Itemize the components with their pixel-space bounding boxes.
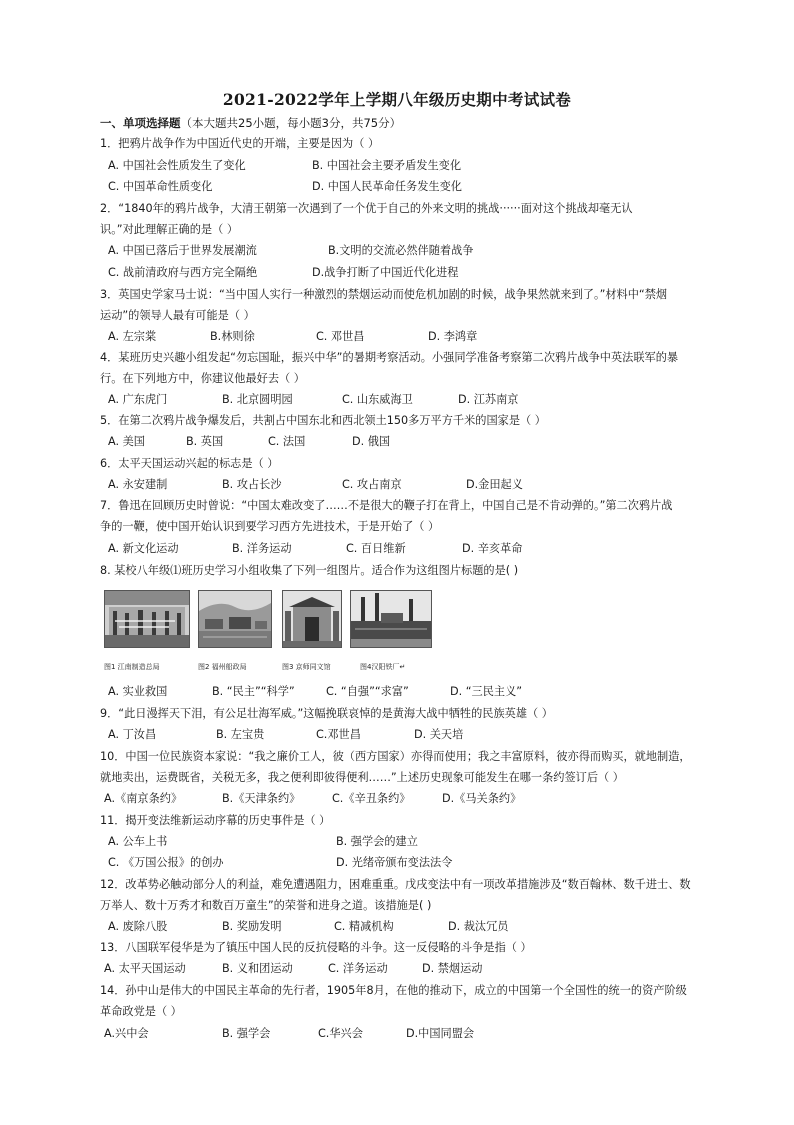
- section-heading: [100, 115, 401, 131]
- question-12-option-b: B. 奖励发明: [222, 920, 282, 933]
- question-6-stem: 6．太平天国运动兴起的标志是（ ）: [100, 457, 279, 470]
- question-12-stem-line-1: 12．改革势必触动部分人的利益，难免遭遇阻力，困难重重。戊戌变法中有一项改革措施涉及“数百翰林、数千进士、数: [100, 878, 691, 891]
- question-4-option-a: A. 广东虎门: [108, 393, 168, 406]
- question-12-stem-line-2: 万举人、数十万秀才和数百万童生”的荣誉和进身之道。该措施是( ): [100, 899, 432, 912]
- question-3-option-d: D. 李鸿章: [428, 330, 478, 343]
- question-5-option-b: B. 英国: [186, 435, 224, 448]
- question-14-option-c: C.华兴会: [318, 1027, 363, 1040]
- question-10-stem-line-2: 就地卖出，运费既省，关税无多，我之便利即彼得便利……”上述历史现象可能发生在哪一条约签订后（ ）: [100, 771, 624, 784]
- question-2-option-c: C. 战前清政府与西方完全隔绝: [108, 266, 258, 279]
- question-10-option-d: D.《马关条约》: [442, 792, 522, 805]
- question-13-option-b: B. 义和团运动: [222, 962, 293, 975]
- question-12-option-c: C. 精减机构: [334, 920, 394, 933]
- jiangnan-arsenal-photo: [104, 590, 190, 648]
- question-7-option-a: A. 新文化运动: [108, 542, 179, 555]
- question-9-stem: 9．“此日漫挥天下泪，有公足壮海军威。”这幅挽联哀悼的是黄海大战中牺牲的民族英雄（ ）: [100, 707, 553, 720]
- photo-4-caption: 图4汉阳铁厂↵: [360, 663, 406, 671]
- question-7-stem-line-2: 争的一鞭，使中国开始认识到要学习西方先进技术，于是开始了（ ）: [100, 520, 440, 533]
- question-11-option-a: A. 公车上书: [108, 835, 168, 848]
- question-6-option-a: A. 永安建制: [108, 478, 168, 491]
- tongwenguan-photo: [282, 590, 342, 648]
- hanyang-ironworks-photo: [350, 590, 432, 648]
- question-4-stem-line-1: 4．某班历史兴趣小组发起“勿忘国耻，振兴中华”的暑期考察活动。小强同学准备考察第二次鸦片战争中英法联军的暴: [100, 351, 679, 364]
- question-8-option-b: B. “民主”“科学”: [212, 685, 295, 698]
- question-13-stem: 13．八国联军侵华是为了镇压中国人民的反抗侵略的斗争。这一反侵略的斗争是指（ ）: [100, 941, 532, 954]
- question-1-option-d: D. 中国人民革命任务发生变化: [312, 180, 462, 193]
- question-10-stem-line-1: 10．中国一位民族资本家说：“我之廉价工人，彼（西方国家）亦得而使用；我之丰富原料，彼亦得而购买，就地制造，: [100, 750, 691, 763]
- question-9-option-b: B. 左宝贵: [216, 728, 265, 741]
- question-10-option-a: A.《南京条约》: [104, 792, 183, 805]
- photo-1-caption: 图1 江南制造总局: [104, 663, 160, 671]
- question-12-option-d: D. 裁汰冗员: [448, 920, 509, 933]
- question-8-option-a: A. 实业救国: [108, 685, 168, 698]
- question-6-option-d: D.金田起义: [466, 478, 523, 491]
- question-3-option-a: A. 左宗棠: [108, 330, 157, 343]
- question-14-option-a: A.兴中会: [104, 1027, 149, 1040]
- question-3-option-b: B.林则徐: [210, 330, 255, 343]
- question-13-option-a: A. 太平天国运动: [104, 962, 186, 975]
- question-14-stem-line-1: 14．孙中山是伟大的中国民主革命的先行者，1905年8月，在他的推动下，成立的中国第一个全国性的统一的资产阶级: [100, 984, 687, 997]
- question-2-stem-line-1: 2．“1840年的鸦片战争，大清王朝第一次遇到了一个优于自己的外来文明的挑战······面对这个挑战却毫无认: [100, 202, 633, 215]
- question-4-option-b: B. 北京圆明园: [222, 393, 293, 406]
- question-5-option-d: D. 俄国: [352, 435, 391, 448]
- question-3-stem-line-1: 3．英国史学家马士说：“当中国人实行一种激烈的禁烟运动而使危机加剧的时候，战争果然就来到了。”材料中“禁烟: [100, 288, 668, 301]
- question-7-option-c: C. 百日维新: [346, 542, 406, 555]
- section-title: 一、单项选择题: [100, 116, 181, 130]
- question-10-option-b: B.《天津条约》: [222, 792, 301, 805]
- question-4-option-d: D. 江苏南京: [458, 393, 519, 406]
- question-1-stem: 1．把鸦片战争作为中国近代史的开端，主要是因为（ ）: [100, 137, 380, 150]
- question-8-stem: 8. 某校八年级⑴班历史学习小组收集了下列一组图片。适合作为这组图片标题的是( ): [100, 564, 519, 577]
- question-5-option-c: C. 法国: [268, 435, 306, 448]
- exam-title: 2021-2022学年上学期八年级历史期中考试试卷: [222, 90, 572, 109]
- question-6-option-b: B. 攻占长沙: [222, 478, 282, 491]
- question-2-option-d: D.战争打断了中国近代化进程: [312, 266, 459, 279]
- question-1-option-b: B. 中国社会主要矛盾发生变化: [312, 159, 462, 172]
- question-14-option-b: B. 强学会: [222, 1027, 271, 1040]
- question-14-stem-line-2: 革命政党是（ ）: [100, 1005, 182, 1018]
- section-note: （本大题共25小题，每小题3分，共75分）: [180, 116, 402, 130]
- fuzhou-shipyard-photo: [198, 590, 272, 648]
- question-14-option-d: D.中国同盟会: [406, 1027, 475, 1040]
- question-7-stem-line-1: 7．鲁迅在回顾历史时曾说：“中国太难改变了……不是很大的鞭子打在背上，中国自己是不肯动弹的。”第二次鸦片战: [100, 499, 673, 512]
- question-3-stem-line-2: 运动”的领导人最有可能是（ ）: [100, 309, 255, 322]
- question-9-option-d: D. 关天培: [414, 728, 464, 741]
- question-5-option-a: A. 美国: [108, 435, 145, 448]
- question-11-stem: 11．揭开变法维新运动序幕的历史事件是（ ）: [100, 814, 331, 827]
- photo-3-caption: 图3 京师同文馆: [282, 663, 331, 671]
- question-11-option-c: C. 《万国公报》的创办: [108, 856, 224, 869]
- question-1-option-a: A. 中国社会性质发生了变化: [108, 159, 246, 172]
- question-12-option-a: A. 废除八股: [108, 920, 168, 933]
- question-2-option-a: A. 中国已落后于世界发展潮流: [108, 244, 257, 257]
- question-7-option-d: D. 辛亥革命: [462, 542, 523, 555]
- question-4-stem-line-2: 行。在下列地方中，你建议他最好去（ ）: [100, 372, 305, 385]
- question-10-option-c: C.《辛丑条约》: [332, 792, 411, 805]
- question-13-option-d: D. 禁烟运动: [422, 962, 483, 975]
- question-9-option-a: A. 丁汝昌: [108, 728, 157, 741]
- question-3-option-c: C. 邓世昌: [316, 330, 365, 343]
- question-2-stem-line-2: 识。”对此理解正确的是（ ）: [100, 223, 239, 236]
- question-11-option-d: D. 光绪帝颁布变法法令: [336, 856, 453, 869]
- photo-2-caption: 图2 福州船政局: [198, 663, 247, 671]
- question-6-option-c: C. 攻占南京: [342, 478, 402, 491]
- question-7-option-b: B. 洋务运动: [232, 542, 292, 555]
- question-9-option-c: C.邓世昌: [316, 728, 361, 741]
- question-1-option-c: C. 中国革命性质变化: [108, 180, 213, 193]
- question-13-option-c: C. 洋务运动: [328, 962, 388, 975]
- question-2-option-b: B.文明的交流必然伴随着战争: [328, 244, 474, 257]
- question-4-option-c: C. 山东威海卫: [342, 393, 413, 406]
- question-8-option-c: C. “自强”“求富”: [326, 685, 409, 698]
- question-5-stem: 5．在第二次鸦片战争爆发后，共割占中国东北和西北领土150多万平方千米的国家是（ ）: [100, 414, 546, 427]
- question-11-option-b: B. 强学会的建立: [336, 835, 418, 848]
- question-8-option-d: D. “三民主义”: [450, 685, 523, 698]
